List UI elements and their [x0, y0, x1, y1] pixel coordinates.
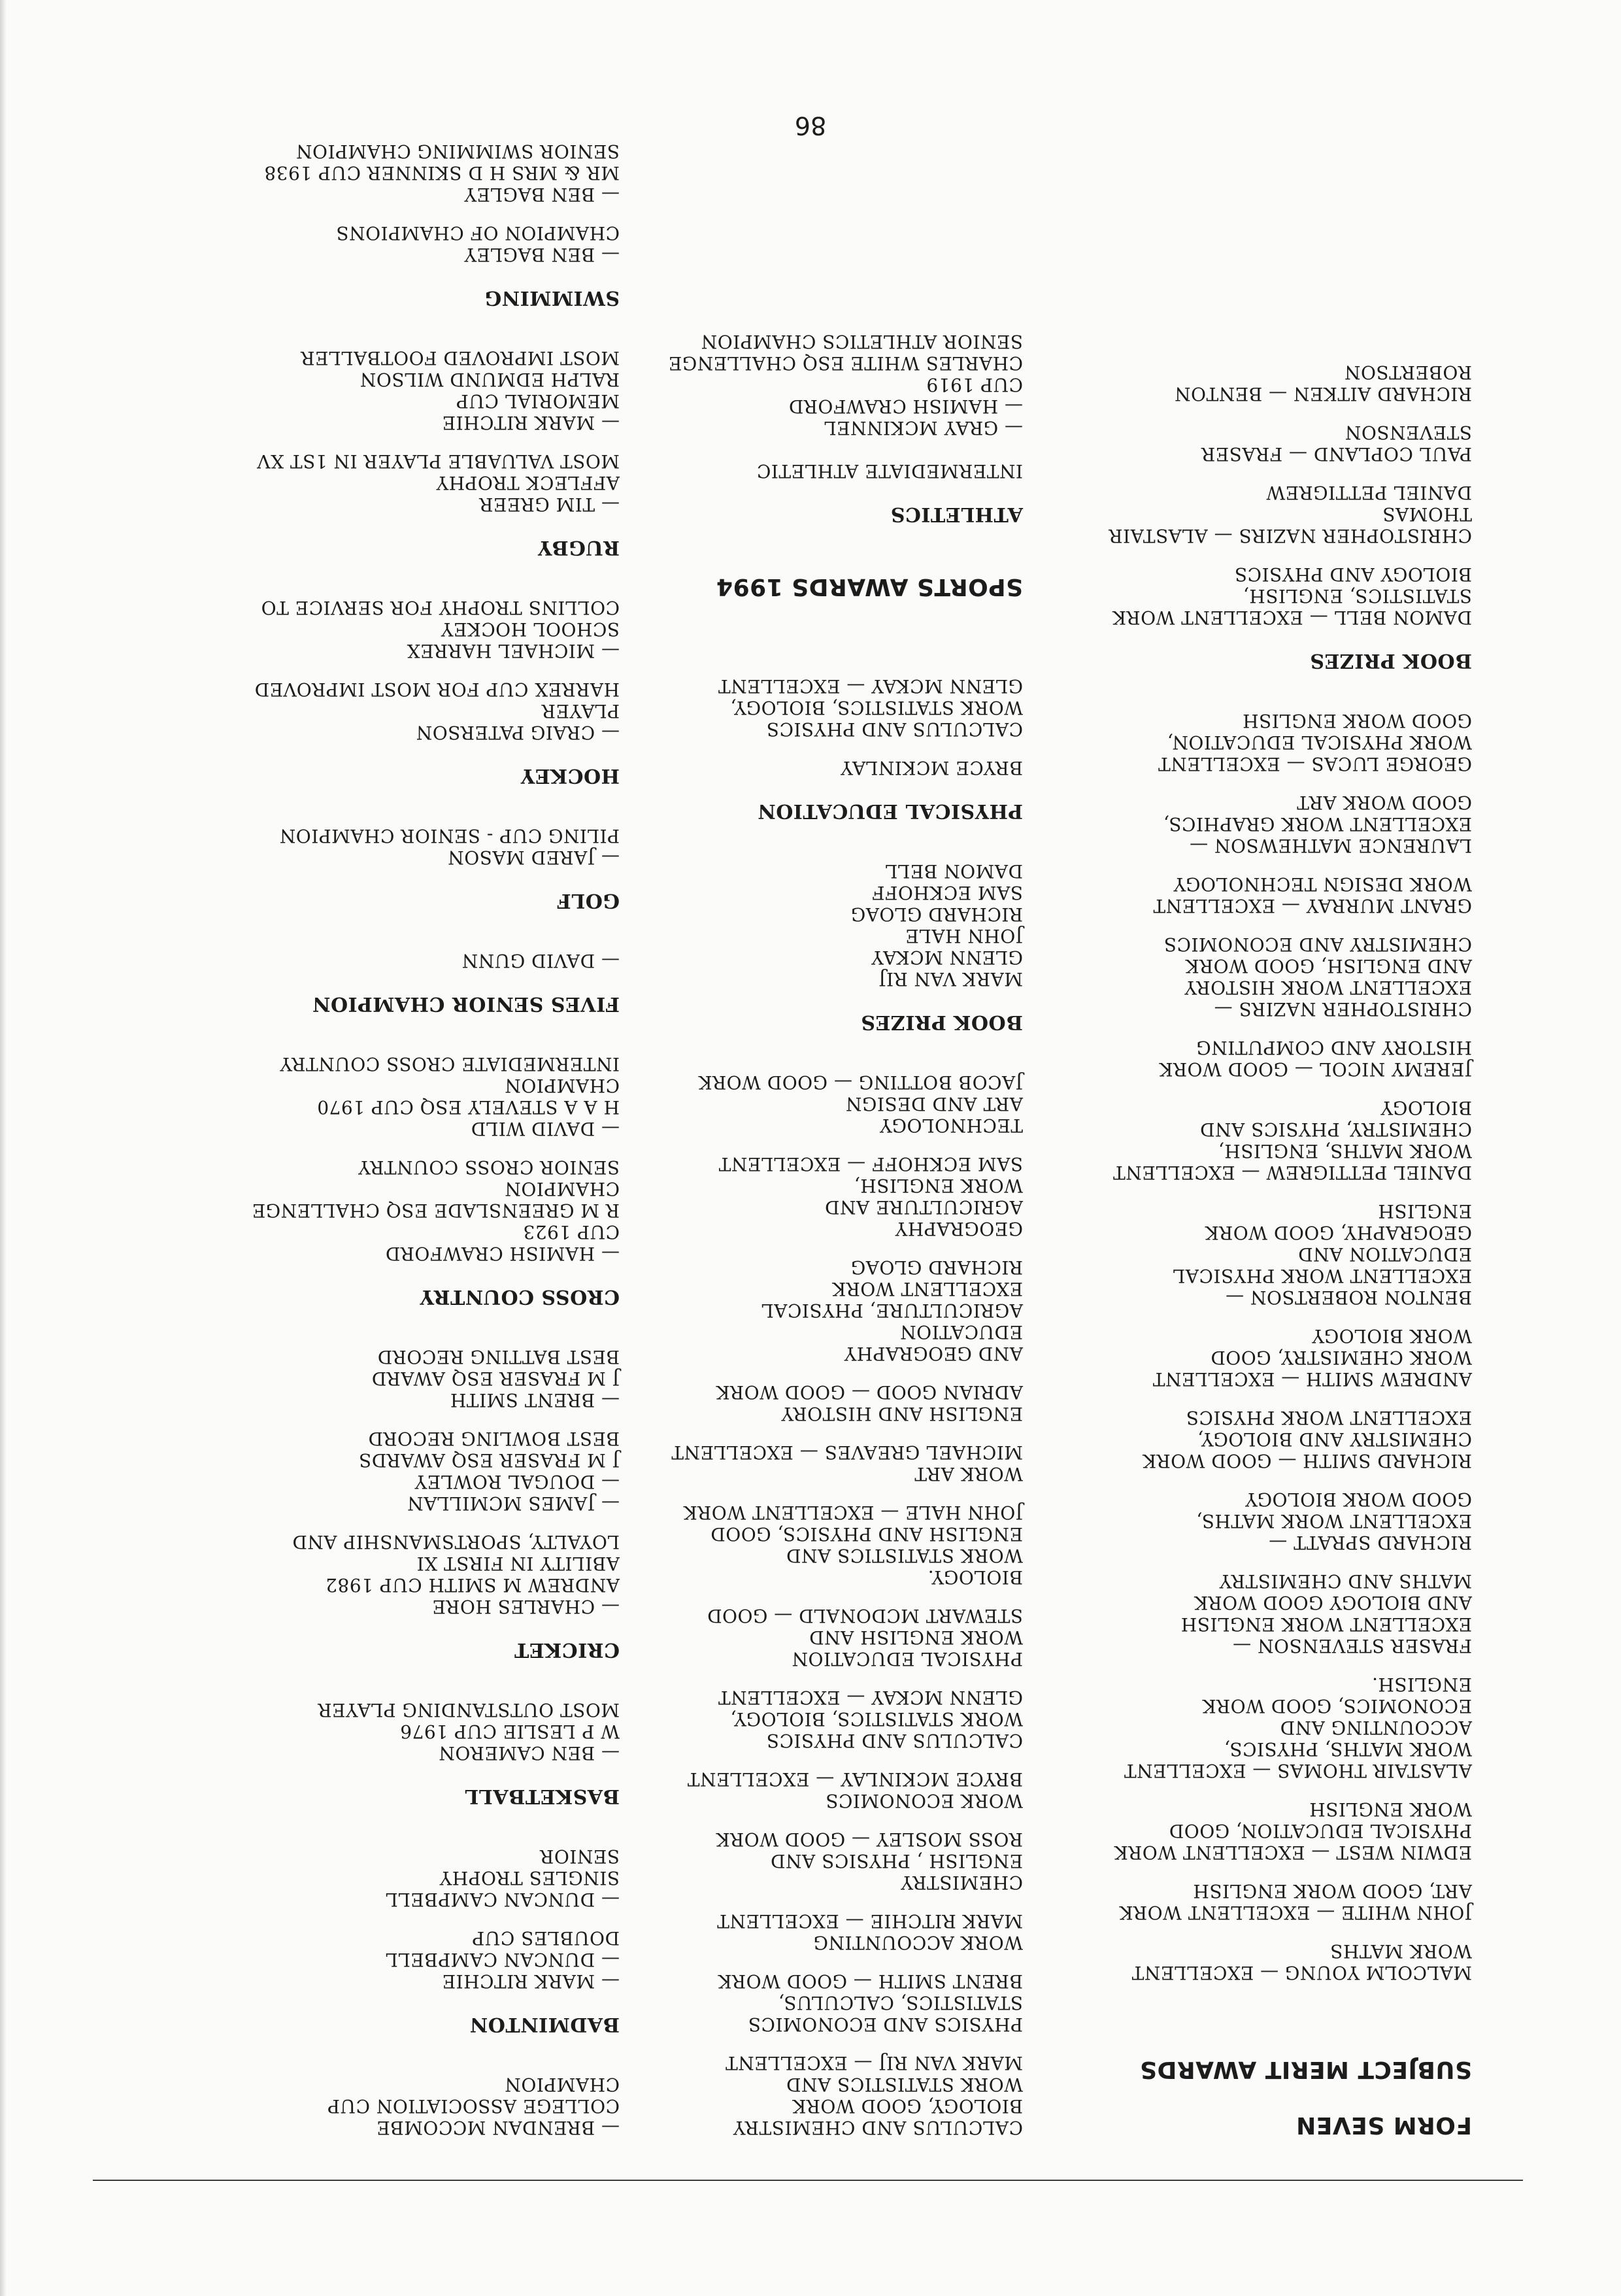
badminton-list — [149, 1846, 620, 1992]
athletics-heading: ATHLETICS — [890, 503, 1023, 526]
award-entry — [605, 1502, 1023, 1588]
award-entry-text: — CHARLES HORE ANDREW M SMITH CUP 1982 ABILITY IN FIRST XI LOYALTY, SPORTSMANSHIP AND — [292, 1531, 620, 1617]
award-entry — [605, 1072, 1023, 1136]
award-entry-text: LAURENCE MATHEWSON — EXCELLENT WORK GRAPHICS, GOOD WORK ART — [1163, 792, 1472, 856]
award-entry-text: — DAVID GUNN — [461, 950, 620, 971]
award-entry-text: BIOLOGY. WORK STATISTICS AND ENGLISH AND PHYSICS, GOOD JOHN HALE — EXCELLENT WORK — [683, 1502, 1023, 1588]
award-entry — [1021, 1880, 1472, 1923]
section-title-line1: FORM SEVEN — [1295, 2112, 1472, 2138]
award-entry-text: — JARED MASON PILING CUP - SENIOR CHAMPION — [279, 825, 620, 868]
award-entry-text: PHYSICS AND ECONOMICS STATISTICS, CALCULUS, BRENT SMITH — GOOD WORK — [718, 1970, 1023, 2035]
award-entry — [605, 1257, 1023, 1364]
award-entry — [1021, 1037, 1472, 1080]
pe-list — [605, 675, 1023, 779]
award-entry — [149, 2074, 620, 2138]
award-entry-text: JEREMY NICOL — GOOD WORK HISTORY AND COMPUTING — [1159, 1037, 1472, 1080]
award-entry — [149, 1846, 620, 1910]
award-entry — [1021, 1325, 1472, 1390]
award-entry-text: — CRAIG PATERSON PLAYER HARREX CUP FOR MOST IMPROVED — [254, 679, 620, 743]
award-entry-text: BENTON ROBERTSON — EXCELLENT WORK PHYSICAL EDUCATION AND GEOGRAPHY, GOOD WORK ENGLISH — [1173, 1200, 1472, 1308]
rugby-heading: RUGBY — [537, 536, 620, 559]
book-prizes-heading-2: BOOK PRIZES — [860, 1011, 1023, 1034]
book-prize-winners — [605, 860, 1023, 990]
award-entry-text: — BEN BAGLEY MR & MRS H D SKINNER CUP 1938 SENIOR SWIMMING CHAMPION — [263, 141, 620, 205]
rugby-list — [149, 347, 620, 515]
badminton-heading: BADMINTON — [469, 2013, 620, 2036]
award-entry-text: MARK VAN RIJ GLENN MCKAY JOHN HALE RICHARD GLOAG SAM ECKHOFF DAMON BELL — [850, 860, 1023, 990]
swimming-list — [149, 141, 620, 265]
hockey-heading: HOCKEY — [520, 764, 620, 787]
award-entry — [1021, 934, 1472, 1020]
middle-merit-list — [605, 1072, 1023, 2138]
award-entry — [605, 1687, 1023, 1751]
prize-list — [1021, 362, 1472, 628]
award-entry-text: BRYCE MCKINLAY — [840, 757, 1023, 779]
award-entry — [605, 1442, 1023, 1485]
award-entry-text: RICHARD AITKEN — BENTON ROBERTSON — [1174, 362, 1472, 405]
award-entry — [149, 950, 620, 971]
golf-list — [149, 825, 620, 868]
award-entry — [605, 2052, 1023, 2138]
cross-country-list — [149, 1053, 620, 1264]
award-entry — [1021, 1407, 1472, 1472]
award-entry — [1021, 1570, 1472, 1657]
award-entry-text: JOHN WHITE — EXCELLENT WORK ART, GOOD WORK ENGLISH — [1119, 1880, 1472, 1923]
pe-heading: PHYSICAL EDUCATION — [757, 800, 1023, 822]
award-entry — [149, 1699, 620, 1764]
award-entry-text: CALCULUS AND PHYSICS WORK STATISTICS, BIOLOGY, GLENN MCKAY — EXCELLENT — [718, 675, 1023, 740]
award-entry-text: GEOGRAPHY AGRICULTURE AND WORK ENGLISH, SAM ECKHOFF — EXCELLENT — [718, 1153, 1023, 1240]
award-entry-text: TECHNOLOGY ART AND DESIGN JACOB BOTTING — GOOD WORK — [698, 1072, 1023, 1136]
award-entry — [605, 1381, 1023, 1425]
award-entry-text: WORK ACCOUNTING MARK RITCHIE — EXCELLENT — [716, 1910, 1023, 1953]
award-entry-text: FRASER STEVENSON — EXCELLENT WORK ENGLISH AND BIOLOGY GOOD WORK MATHS AND CHEMISTRY — [1180, 1570, 1472, 1657]
award-entry-text: — BRENDAN MCCOMBE COLLEGE ASSOCIATION CUP CHAMPION — [327, 2074, 620, 2138]
award-entry-text: — BEN BAGLEY CHAMPION OF CHAMPIONS — [335, 222, 620, 265]
basketball-list — [149, 1699, 620, 1764]
award-entry-text: ALASTAIR THOMAS — EXCELLENT WORK MATHS, PHYSICS, ACCOUNTING AND ECONOMICS, GOOD WORK ENGLISH. — [1124, 1674, 1472, 1781]
award-entry-text: CALCULUS AND CHEMISTRY BIOLOGY, GOOD WORK WORK STATISTICS AND MARK VAN RIJ — EXCELLENT — [725, 2052, 1023, 2138]
award-entry-text: RICHARD SMITH — GOOD WORK CHEMISTRY AND BIOLOGY, EXCELLENT WORK PHYSICS — [1142, 1407, 1472, 1472]
athletics-list — [605, 331, 1023, 482]
award-entry-text: GRANT MURRAY — EXCELLENT WORK DESIGN TECHNOLOGY — [1152, 873, 1472, 917]
award-entry-text: CHEMISTRY ENGLISH , PHYSICS AND ROSS MOSLEY — GOOD WORK — [716, 1829, 1023, 1893]
award-entry-text: PAUL COPLAND — FRASER STEVENSON — [1201, 422, 1472, 465]
award-entry-text: RICHARD SPRATT — EXCELLENT WORK MATHS, GOOD WORK BIOLOGY — [1195, 1489, 1472, 1553]
award-entry — [149, 1053, 620, 1140]
award-entry-text: INTERMEDIATE ATHLETIC — GRAY MCKINNEL — HAMISH CRAWFORD CUP 1919 CHARLES WHITE ESQ CHALLENGE SENIOR ATHLETICS CHAMPION — [668, 331, 1023, 482]
award-entry-text: — DUNCAN CAMPBELL SINGLES TROPHY SENIOR — [385, 1846, 620, 1910]
award-entry-text: — MARK RITCHIE — DUNCAN CAMPBELL DOUBLES CUP — [385, 1927, 620, 1992]
award-entry-text: WORK ECONOMICS BRYCE MCKINLAY — EXCELLENT — [687, 1768, 1023, 1812]
award-entry-text: EDWIN WEST — EXCELLENT WORK PHYSICAL EDUCATION, GOOD WORK ENGLISH — [1114, 1798, 1472, 1863]
award-entry — [1021, 873, 1472, 917]
award-entry — [1021, 1489, 1472, 1553]
award-entry — [149, 597, 620, 662]
award-entry-text: GEORGE LUCAS — EXCELLENT WORK PHYSICAL EDUCATION, GOOD WORK ENGLISH — [1158, 710, 1472, 775]
golf-heading: GOLF — [556, 889, 620, 912]
cricket-heading: CRICKET — [514, 1638, 620, 1661]
award-entry-text: CALCULUS AND PHYSICS WORK STATISTICS, BIOLOGY, GLENN MCKAY — EXCELLENT — [718, 1687, 1023, 1751]
award-entry-text: CHRISTOPHER NAZIRS — EXCELLENT WORK HISTORY AND ENGLISH, GOOD WORK CHEMISTRY AND ECONOMICS — [1163, 934, 1472, 1020]
award-entry — [1021, 1674, 1472, 1781]
award-entry — [605, 1605, 1023, 1670]
footer-rule — [93, 2180, 1523, 2181]
award-entry-text: — JAMES MCMILLAN — DOUGAL ROWLEY J M FRASER ESQ AWARDS BEST BOWLING RECORD — [358, 1428, 620, 1514]
award-entry-text: — BRENT SMITH J M FRASER ESQ AWARD BEST BATTING RECORD — [371, 1346, 620, 1411]
award-entry — [605, 1153, 1023, 1240]
award-entry-text: — HAMISH CRAWFORD CUP 1923 R M GREENSLADE ESQ CHALLENGE CHAMPION SENIOR CROSS COUNTRY — [252, 1156, 620, 1264]
award-entry — [605, 1829, 1023, 1893]
sports-awards-title: SPORTS AWARDS 1994 — [716, 573, 1023, 600]
award-entry — [149, 1346, 620, 1411]
award-entry — [1021, 1940, 1472, 1984]
award-entry — [1021, 1798, 1472, 1863]
award-entry — [1021, 1200, 1472, 1308]
hockey-list — [149, 597, 620, 743]
sports-column — [149, 102, 620, 2160]
fives-list — [149, 950, 620, 971]
award-entry-text: — MICHAEL HARREX SCHOOL HOCKEY COLLINS TROPHY FOR SERVICE TO — [261, 597, 620, 662]
award-entry — [605, 1768, 1023, 1812]
award-entry — [1021, 482, 1472, 547]
award-entry — [605, 1910, 1023, 1953]
award-entry-text: DAMON BELL — EXCELLENT WORK STATISTICS, ENGLISH, BIOLOGY AND PHYSICS — [1112, 564, 1472, 628]
award-entry — [1021, 564, 1472, 628]
award-entry-text: ENGLISH AND HISTORY ADRIAN GOOD — GOOD WORK — [716, 1381, 1023, 1425]
award-entry — [149, 222, 620, 265]
award-entry — [149, 347, 620, 433]
book-prizes-heading: BOOK PRIZES — [1309, 649, 1472, 672]
award-entry — [149, 679, 620, 743]
award-entry — [605, 757, 1023, 779]
middle-column — [605, 292, 1023, 2160]
page-number: 86 — [794, 111, 827, 140]
award-entry-text: — TIM GREER AFFLECK TROPHY MOST VALUABLE PLAYER IN 1ST XV — [256, 450, 620, 515]
award-entry-text: — BEN CAMERON W P LESLIE CUP 1976 MOST OUTSTANDING PLAYER — [318, 1699, 620, 1764]
award-entry-text: — DAVID WILD H A A STEVELY ESQ CUP 1970 CHAMPION INTERMEDIATE CROSS COUNTRY — [279, 1053, 620, 1140]
award-entry — [1021, 1097, 1472, 1183]
award-entry — [1021, 362, 1472, 405]
award-entry — [149, 825, 620, 868]
award-entry — [605, 331, 1023, 482]
scan-edge-shadow — [0, 0, 7, 2296]
section-title-line2: SUBJECT MERIT AWARDS — [1139, 2056, 1472, 2083]
award-entry — [1021, 710, 1472, 775]
award-entry — [1021, 792, 1472, 856]
award-entry — [149, 1927, 620, 1992]
award-entry — [605, 1970, 1023, 2035]
cross-country-heading: CROSS COUNTRY — [420, 1285, 620, 1308]
award-entry-text: ANDREW SMITH — EXCELLENT WORK CHEMISTRY, GOOD WORK BIOLOGY — [1152, 1325, 1472, 1390]
award-entry-text: CHRISTOPHER NAZIRS — ALASTAIR THOMAS DANIEL PETTIGREW — [1108, 482, 1472, 547]
award-entry-text: PHYSICAL EDUCATION WORK ENGLISH AND STEWART MCDONALD — GOOD — [707, 1605, 1023, 1670]
award-entry-text: WORK ART MICHAEL GREAVES — EXCELLENT — [671, 1442, 1023, 1485]
swimming-heading: SWIMMING — [484, 286, 620, 309]
award-entry-text: AND GEOGRAPHY EDUCATION AGRICULTURE, PHYSICAL EXCELLENT WORK RICHARD GLOAG — [761, 1257, 1023, 1364]
award-entry — [149, 1531, 620, 1617]
fives-heading: FIVES SENIOR CHAMPION — [312, 992, 620, 1015]
merit-list — [1021, 710, 1472, 1984]
college-cup-list — [149, 2074, 620, 2138]
award-entry — [605, 860, 1023, 990]
basketball-heading: BASKETBALL — [464, 1785, 620, 1808]
award-entry — [149, 450, 620, 515]
award-entry — [605, 675, 1023, 740]
award-entry-text: DANIEL PETTIGREW — EXCELLENT WORK MATHS, ENGLISH, CHEMISTRY, PHYSICS AND BIOLOGY — [1112, 1097, 1472, 1183]
cricket-list — [149, 1346, 620, 1617]
award-entry — [1021, 422, 1472, 465]
award-entry — [149, 141, 620, 205]
award-entry — [149, 1156, 620, 1264]
award-entry — [149, 1428, 620, 1514]
award-entry-text: — MARK RITCHIE MEMORIAL CUP RALPH EDMUND WILSON MOST IMPROVED FOOTBALLER — [300, 347, 620, 433]
award-entry-text: MALCOLM YOUNG — EXCELLENT WORK MATHS — [1131, 1940, 1472, 1984]
merit-awards-column — [1021, 323, 1472, 2160]
